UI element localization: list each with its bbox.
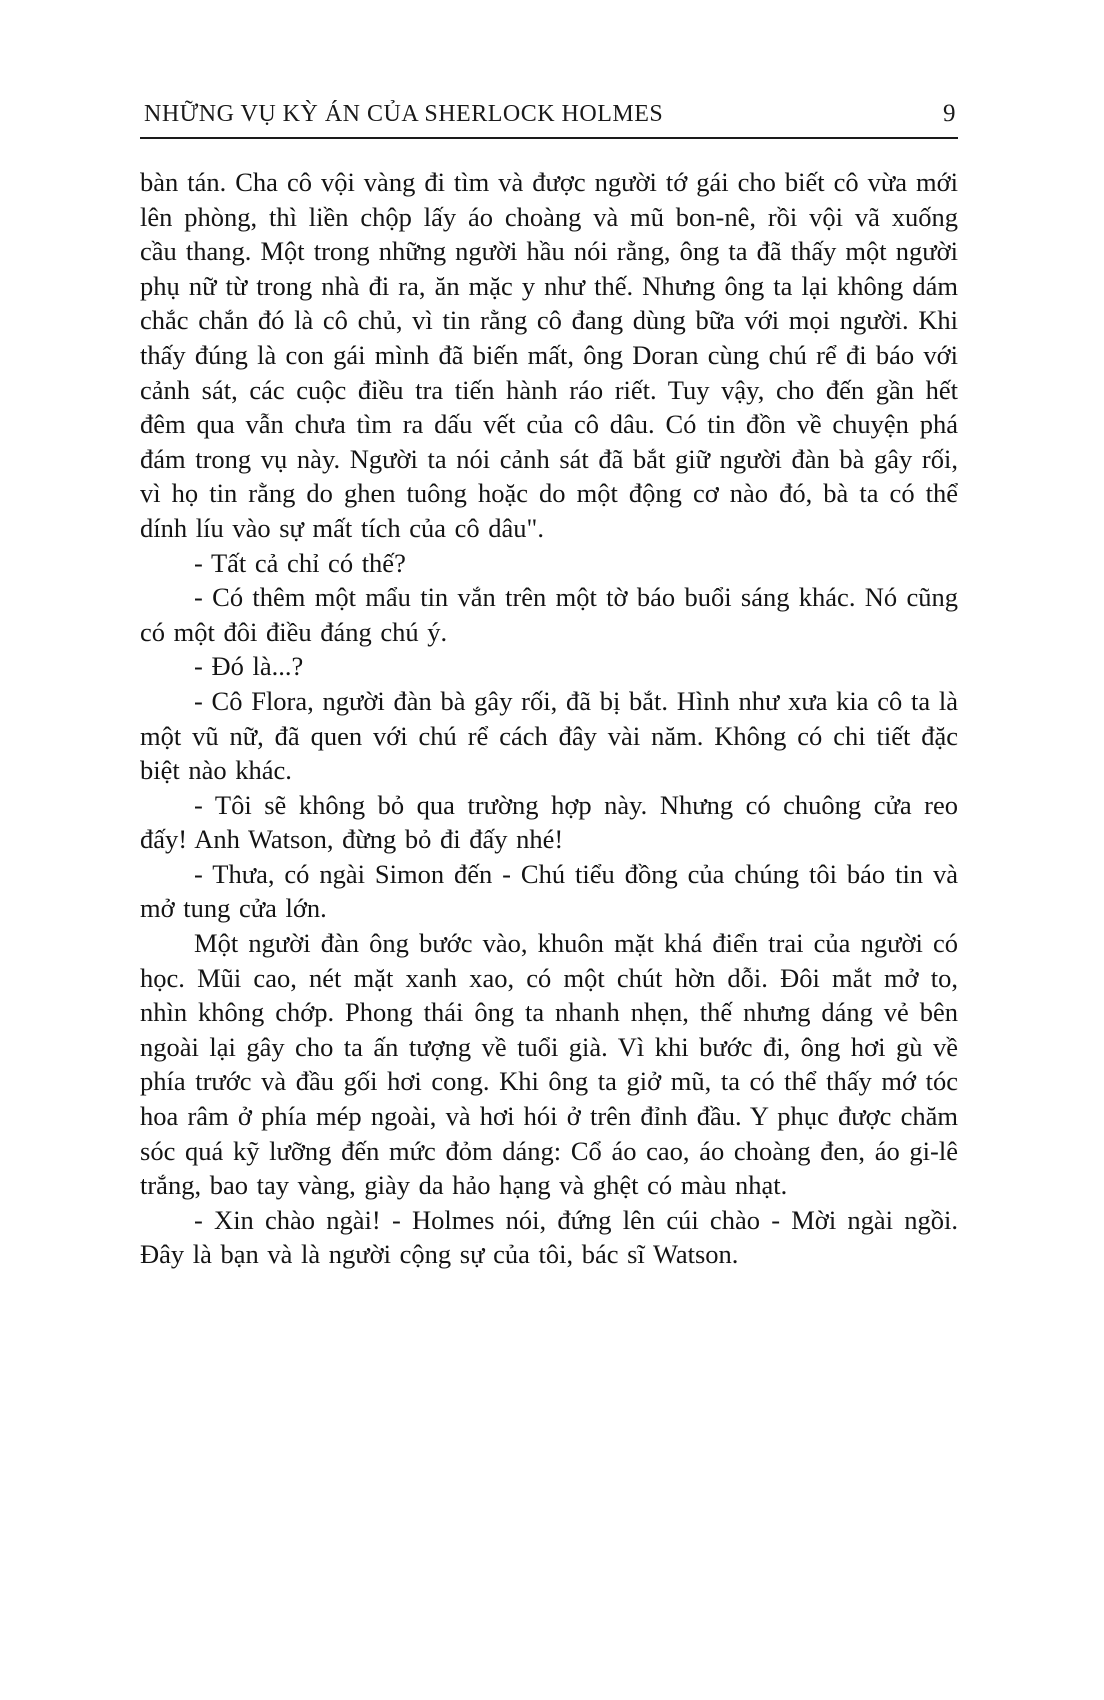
page-number: 9 [943,100,956,127]
paragraph: - Đó là...? [194,651,304,682]
paragraph: - Xin chào ngài! - Holmes nói, đứng lên cúi chào - Mời ngài ngồi. Đây là bạn và là người cộng sự của tôi, bác sĩ Watson. [140,1204,958,1270]
paragraph: - Tất cả chỉ có thế? [194,547,406,578]
paragraph: - Cô Flora, người đàn bà gây rối, đã bị bắt. Hình như xưa kia cô ta là một vũ nữ, đã quen với chú rể cách đây vài năm. Không có chi tiết đặc biệt nào khác. [140,685,958,786]
paragraph: - Tôi sẽ không bỏ qua trường hợp này. Nhưng có chuông cửa reo đấy! Anh Watson, đừng bỏ đi đấy nhé! [140,789,958,855]
running-header-title: NHỮNG VỤ KỲ ÁN CỦA SHERLOCK HOLMES [144,101,664,127]
paragraph: - Thưa, có ngài Simon đến - Chú tiểu đồng của chúng tôi báo tin và mở tung cửa lớn. [140,858,958,924]
paragraph: Một người đàn ông bước vào, khuôn mặt khá điển trai của người có học. Mũi cao, nét mặt xanh xao, có một chút hờn dỗi. Đôi mắt mở to, nhìn không chớp. Phong thái ông ta nhanh nhẹn, thế nhưng dáng vẻ bên ngoài lại gây cho ta ấn tượng về tuổi già. Vì khi bước đi, ông hơi gù về phía trước và đầu gối hơi cong. Khi ông ta giở mũ, ta có thể thấy mớ tóc hoa râm ở phía mép ngoài, và hơi hói ở trên đỉnh đầu. Y phục được chăm sóc quá kỹ lưỡng đến mức đỏm dáng: Cổ áo cao, áo choàng đen, áo gi-lê trắng, bao tay vàng, giày da hảo hạng và ghệt có màu nhạt. [140,928,958,1201]
paragraph: bàn tán. Cha cô vội vàng đi tìm và được người tớ gái cho biết cô vừa mới lên phòng, thì liền chộp lấy áo choàng và mũ bon-nê, rồi vội vã xuống cầu thang. Một trong những người hầu nói rằng, ông ta đã thấy một người phụ nữ từ trong nhà đi ra, ăn mặc y như thế. Nhưng ông ta lại không dám chắc chắn đó là cô chủ, vì tin rằng cô đang dùng bữa với mọi người. Khi thấy đúng là con gái mình đã biến mất, ông Doran cùng chú rể đi báo với cảnh sát, các cuộc điều tra tiến hành ráo riết. Tuy vậy, cho đến gần hết đêm qua vẫn chưa tìm ra dấu vết của cô dâu. Có tin đồn về chuyện phá đám trong vụ này. Người ta nói cảnh sát đã bắt giữ người đàn bà gây rối, vì họ tin rằng do ghen tuông hoặc do một động cơ nào đó, bà ta có thể dính líu vào sự mất tích của cô dâu". [140,167,958,543]
running-header [140,100,958,128]
page-body [140,165,958,1272]
paragraph: - Có thêm một mẩu tin vắn trên một tờ báo buổi sáng khác. Nó cũng có một đôi điều đáng chú ý. [140,582,958,647]
header-rule [140,137,958,139]
